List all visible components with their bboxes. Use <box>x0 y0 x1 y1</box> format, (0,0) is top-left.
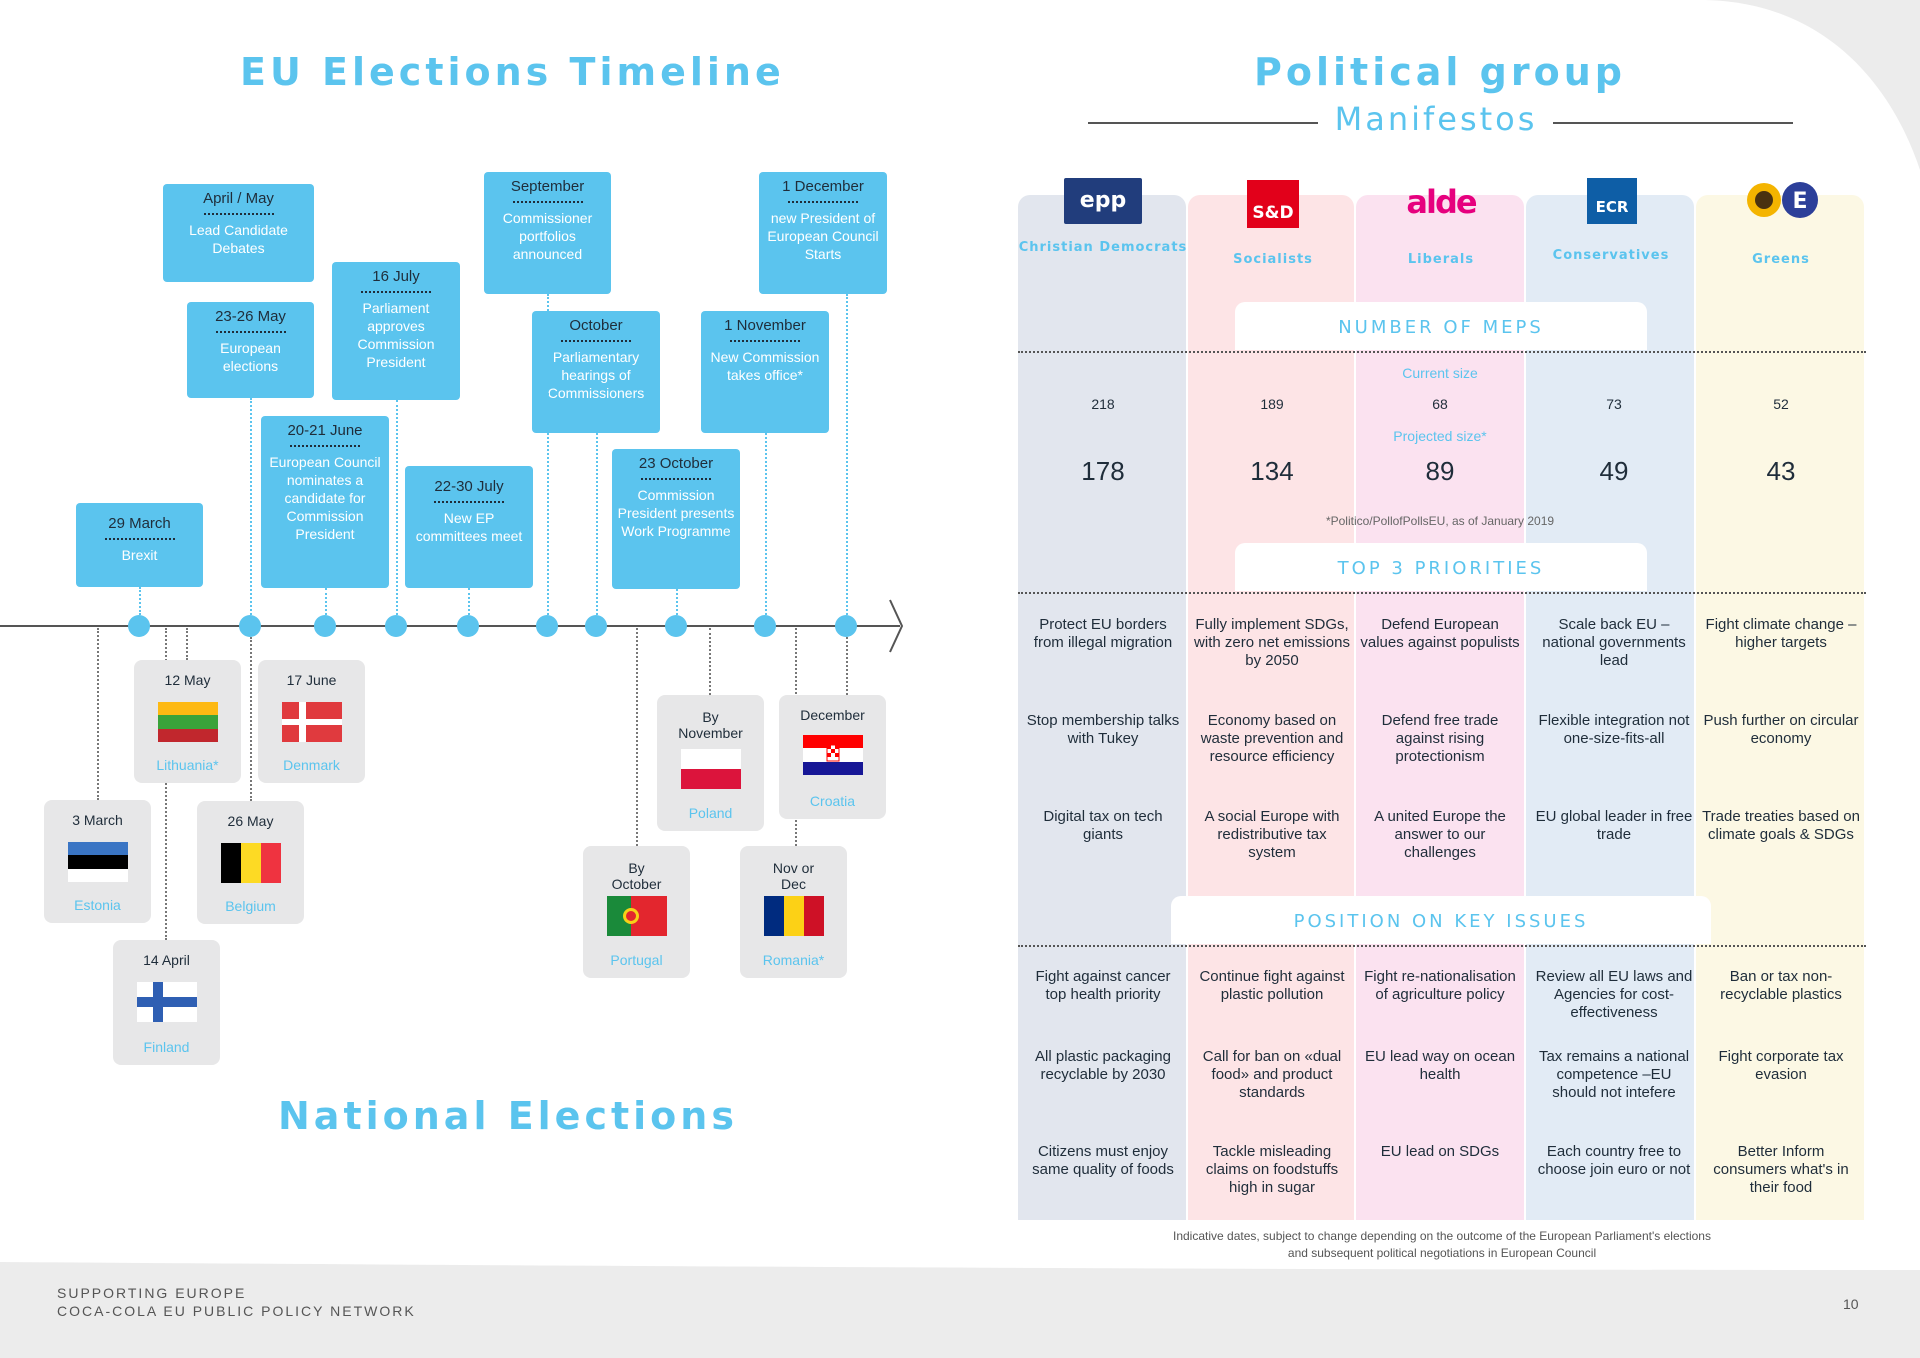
mep-current-epp: 218 <box>1091 396 1115 412</box>
national-card-denmark: 17 June Denmark <box>258 660 365 783</box>
mep-current-greens: 52 <box>1773 396 1789 412</box>
priority-cell: Flexible integration not one-size-fits-all <box>1538 712 1690 747</box>
priority-cell: EU global leader in free trade <box>1535 808 1693 843</box>
issue-cell: Fight against cancer top health priority <box>1035 968 1171 1003</box>
greens-logo-icon <box>1740 178 1824 226</box>
current-size-label: Current size <box>1402 365 1478 381</box>
priority-cell: Fully implement SDGs, with zero net emissions by 2050 <box>1194 616 1350 669</box>
issue-cell: Tax remains a national competence –EU should not intefere <box>1538 1048 1690 1101</box>
footer-text: SUPPORTING EUROPE COCA-COLA EU PUBLIC POLICY NETWORK <box>57 1285 416 1319</box>
event-box-hearings: October Parliamentary hearings of Commissioners <box>532 311 660 433</box>
event-box-brexit: 29 March Brexit <box>76 503 203 587</box>
issue-cell: Call for ban on «dual food» and product standards <box>1202 1048 1342 1101</box>
mep-current-alde: 68 <box>1432 396 1448 412</box>
priority-cell: Digital tax on tech giants <box>1043 808 1163 843</box>
priority-cell: Fight climate change – higher targets <box>1705 616 1857 651</box>
mep-projected-epp: 178 <box>1081 456 1125 486</box>
mep-current-ecr: 73 <box>1606 396 1622 412</box>
issue-cell: Continue fight against plastic pollution <box>1199 968 1345 1003</box>
event-box-work-programme: 23 October Commission President presents Work Programme <box>612 449 740 589</box>
issue-cell: Citizens must enjoy same quality of foods <box>1032 1143 1174 1178</box>
priority-cell: Push further on circular economy <box>1703 712 1859 747</box>
issue-cell: Review all EU laws and Agencies for cost-effectiveness <box>1535 968 1693 1021</box>
priority-cell: Stop membership talks with Tukey <box>1026 712 1180 747</box>
timeline-dot <box>314 615 336 637</box>
priority-cell: Trade treaties based on climate goals & SDGs <box>1702 808 1860 843</box>
dates-footnote: Indicative dates, subject to change depending on the outcome of the European Parliament's elections and subsequent political negotiations in European Council <box>1173 1229 1711 1260</box>
party-name-epp: Christian Democrats <box>1018 240 1188 255</box>
event-box-ep-committees: 22-30 July New EP committees meet <box>405 466 533 588</box>
issue-cell: Fight re-nationalisation of agriculture policy <box>1364 968 1516 1003</box>
event-box-eu-elections: 23-26 May European elections <box>187 302 314 398</box>
timeline-dot <box>585 615 607 637</box>
meps-heading: NUMBER OF MEPS <box>1235 302 1647 350</box>
priority-cell: Scale back EU – national governments lead <box>1542 616 1686 669</box>
sd-logo-icon: S&D <box>1247 180 1299 228</box>
flag-finland-icon <box>137 982 197 1022</box>
party-name-greens: Greens <box>1752 252 1810 267</box>
flag-croatia-icon <box>803 735 863 775</box>
party-name-ecr: Conservatives <box>1552 248 1670 263</box>
timeline-dot <box>457 615 479 637</box>
national-card-finland: 14 April Finland <box>113 940 220 1065</box>
timeline-dot <box>239 615 261 637</box>
priorities-heading: TOP 3 PRIORITIES <box>1235 543 1647 591</box>
mep-projected-sd: 134 <box>1250 456 1294 486</box>
event-box-parliament-approves: 16 July Parliament approves Commission President <box>332 262 460 400</box>
mep-projected-greens: 43 <box>1766 456 1796 486</box>
timeline-title: EU Elections Timeline <box>240 50 785 94</box>
flag-denmark-icon <box>282 702 342 742</box>
mep-current-sd: 189 <box>1260 396 1284 412</box>
national-card-poland: By November Poland <box>657 695 764 831</box>
flag-belgium-icon <box>221 843 281 883</box>
mep-projected-alde: 89 <box>1425 456 1455 486</box>
timeline-dot <box>385 615 407 637</box>
political-group-title: Political group <box>1254 50 1626 94</box>
national-card-croatia: December Croatia <box>779 695 886 819</box>
party-name-sd: Socialists <box>1233 252 1313 267</box>
timeline-dot <box>665 615 687 637</box>
key-issues-heading: POSITION ON KEY ISSUES <box>1171 896 1711 944</box>
issue-cell: EU lead way on ocean health <box>1364 1048 1516 1083</box>
issue-cell: Tackle misleading claims on foodstuffs high in sugar <box>1205 1143 1339 1196</box>
priority-cell: A united Europe the answer to our challenges <box>1374 808 1506 861</box>
national-card-lithuania: 12 May Lithuania* <box>134 660 241 783</box>
national-card-belgium: 26 May Belgium <box>197 801 304 924</box>
timeline-dot <box>128 615 150 637</box>
issue-cell: EU lead on SDGs <box>1380 1143 1500 1160</box>
issue-cell: Each country free to choose join euro or not <box>1537 1143 1691 1178</box>
issue-cell: Fight corporate tax evasion <box>1718 1048 1844 1083</box>
event-box-council-president: 1 December new President of European Council Starts <box>759 172 887 294</box>
alde-logo-icon: alde <box>1406 183 1476 221</box>
ecr-logo-icon: ECR <box>1587 178 1637 224</box>
page-number: 10 <box>1843 1296 1859 1312</box>
projected-size-label: Projected size* <box>1393 428 1487 444</box>
national-card-portugal: By October Portugal <box>583 846 690 978</box>
priority-cell: Protect EU borders from illegal migration <box>1033 616 1173 651</box>
event-box-debates: April / May Lead Candidate Debates <box>163 184 314 282</box>
timeline-dot <box>536 615 558 637</box>
priority-cell: Defend free trade against rising protectionism <box>1381 712 1499 765</box>
flag-portugal-icon <box>607 896 667 936</box>
event-box-new-commission: 1 November New Commission takes office* <box>701 311 829 433</box>
flag-lithuania-icon <box>158 702 218 742</box>
national-elections-title: National Elections <box>278 1094 738 1138</box>
priority-cell: A social Europe with redistributive tax system <box>1204 808 1340 861</box>
meps-source-note: *Politico/PollofPollsEU, as of January 2019 <box>1325 514 1555 528</box>
mep-projected-ecr: 49 <box>1599 456 1629 486</box>
issue-cell: All plastic packaging recyclable by 2030 <box>1035 1048 1171 1083</box>
flag-estonia-icon <box>68 842 128 882</box>
flag-romania-icon <box>764 896 824 936</box>
national-card-estonia: 3 March Estonia <box>44 800 151 923</box>
svg-text:E: E <box>1792 189 1808 214</box>
timeline-dot <box>754 615 776 637</box>
national-card-romania: Nov or Dec Romania* <box>740 846 847 978</box>
epp-logo-icon: epp <box>1064 178 1142 224</box>
party-name-alde: Liberals <box>1407 252 1475 267</box>
issue-cell: Ban or tax non-recyclable plastics <box>1720 968 1842 1003</box>
priority-cell: Economy based on waste prevention and resource efficiency <box>1200 712 1344 765</box>
event-box-council-nominates: 20-21 June European Council nominates a candidate for Commission President <box>261 416 389 588</box>
event-box-portfolios: September Commissioner portfolios announced <box>484 172 611 294</box>
issue-cell: Better Inform consumers what's in their food <box>1713 1143 1849 1196</box>
flag-poland-icon <box>681 749 741 789</box>
priority-cell: Defend European values against populists <box>1360 616 1520 651</box>
manifestos-subtitle: Manifestos <box>1334 100 1538 138</box>
timeline-dot <box>835 615 857 637</box>
